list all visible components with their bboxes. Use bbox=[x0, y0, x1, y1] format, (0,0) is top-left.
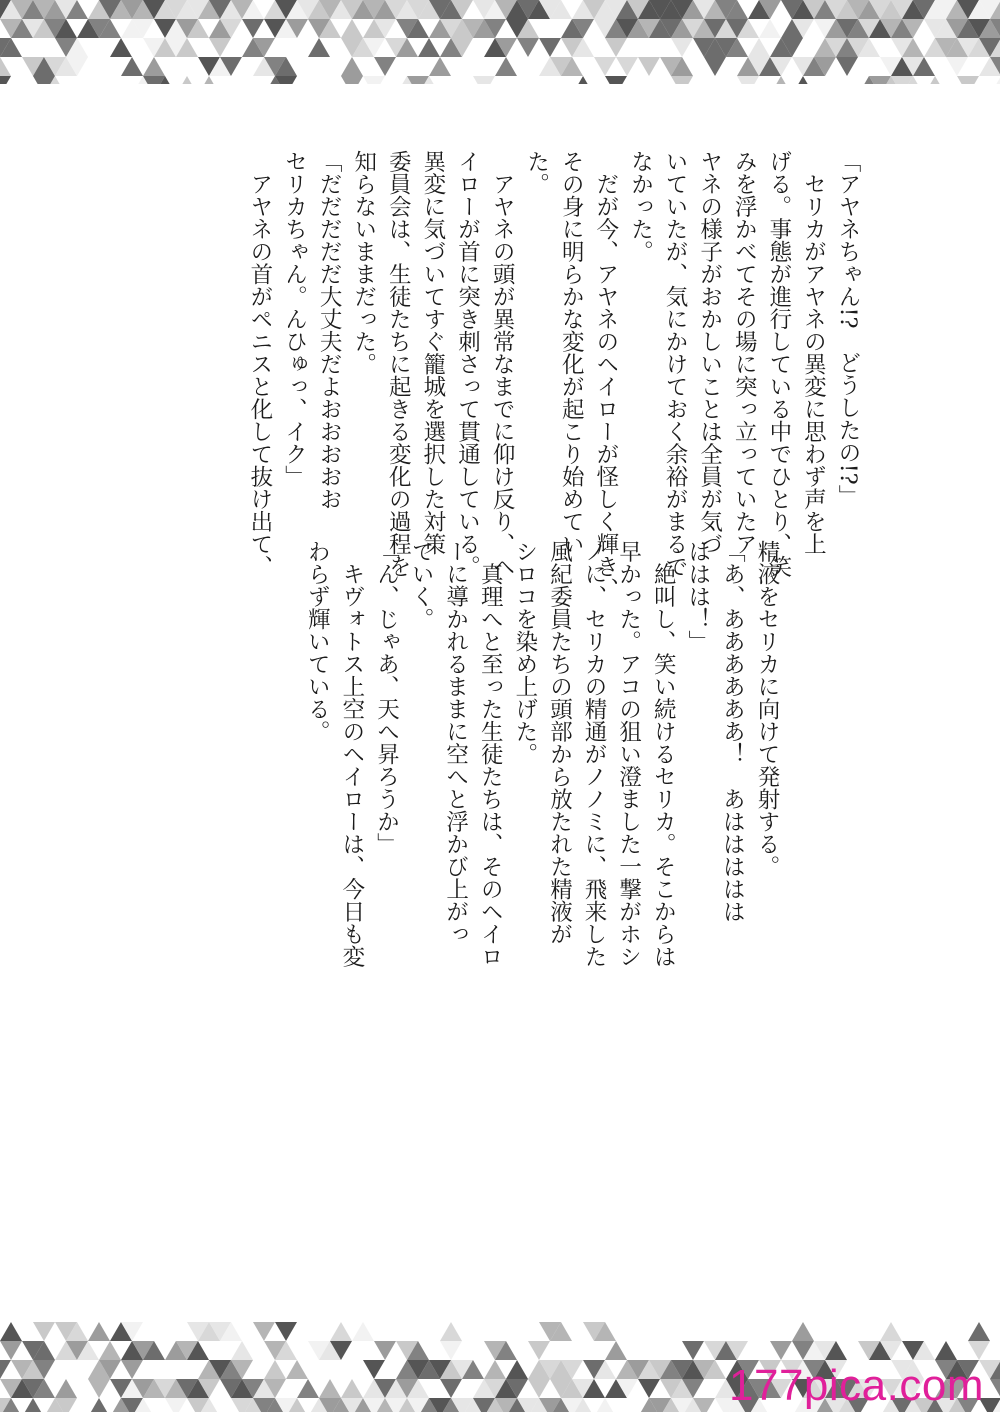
mosaic-triangle bbox=[143, 57, 165, 76]
mosaic-triangle bbox=[275, 1322, 297, 1341]
mosaic-triangle bbox=[594, 1398, 616, 1412]
mosaic-triangle bbox=[198, 76, 220, 84]
mosaic-triangle bbox=[0, 1341, 22, 1360]
text-line: セリカがアヤネの異変に思わず声を上 bbox=[800, 150, 827, 555]
mosaic-triangle bbox=[242, 19, 264, 38]
mosaic-triangle bbox=[506, 1360, 528, 1379]
mosaic-triangle bbox=[770, 76, 792, 84]
text-line: わらず輝いている。 bbox=[304, 540, 331, 743]
mosaic-triangle bbox=[308, 38, 330, 57]
mosaic-triangle bbox=[352, 1322, 374, 1341]
text-line: みを浮かべてその場に突っ立っていたア bbox=[731, 150, 758, 555]
mosaic-triangle bbox=[638, 57, 660, 76]
mosaic-triangle bbox=[341, 1379, 363, 1398]
mosaic-triangle bbox=[121, 1360, 143, 1379]
mosaic-triangle bbox=[374, 57, 396, 76]
mosaic-triangle bbox=[836, 57, 858, 76]
mosaic-triangle bbox=[528, 1341, 550, 1360]
mosaic-triangle bbox=[440, 1379, 462, 1398]
text-line: げる。事態が進行している中でひとり、笑 bbox=[765, 150, 792, 578]
mosaic-triangle bbox=[264, 1360, 286, 1379]
mosaic-triangle bbox=[704, 57, 726, 76]
text-line: イローが首に突き刺さって貫通している。 bbox=[454, 150, 481, 578]
mosaic-triangle bbox=[0, 1322, 22, 1341]
mosaic-triangle bbox=[429, 57, 451, 76]
mosaic-triangle bbox=[484, 1360, 506, 1379]
text-line: いていたが、気にかけておく余裕がまるで bbox=[662, 150, 689, 578]
mosaic-triangle bbox=[770, 1341, 792, 1360]
mosaic-triangle bbox=[968, 1322, 990, 1341]
mosaic-triangle bbox=[0, 76, 11, 84]
mosaic-triangle bbox=[957, 76, 979, 84]
mosaic-triangle bbox=[165, 1398, 187, 1412]
mosaic-triangle bbox=[363, 76, 385, 84]
mosaic-triangle bbox=[671, 76, 693, 84]
text-line: アヤネの頭が異常なまでに仰け反り、ヘ bbox=[489, 150, 516, 578]
mosaic-triangle bbox=[473, 76, 495, 84]
text-line: ーに導かれるままに空へと浮かび上がっ bbox=[442, 540, 469, 945]
mosaic-triangle bbox=[517, 38, 539, 57]
mosaic-triangle bbox=[121, 57, 143, 76]
mosaic-triangle bbox=[572, 76, 594, 84]
text-line: アヤネの首がペニスと化して抜け出て、 bbox=[246, 150, 273, 578]
mosaic-triangle bbox=[330, 1322, 352, 1341]
text-line: 絶叫し、笑い続けるセリカ。そこからは bbox=[650, 540, 677, 968]
text-line: セリカちゃん。んひゅっ、イク」 bbox=[281, 150, 308, 488]
mosaic-triangle bbox=[682, 1341, 704, 1360]
mosaic-triangle bbox=[671, 38, 693, 57]
mosaic-triangle bbox=[990, 76, 1000, 84]
text-line: ていく。 bbox=[408, 540, 435, 630]
text-line: 「アヤネちゃん!? どうしたの!?」 bbox=[835, 150, 861, 508]
mosaic-triangle bbox=[946, 57, 968, 76]
mosaic-triangle bbox=[594, 57, 616, 76]
mosaic-triangle bbox=[88, 1322, 110, 1341]
text-line: シロコを染め上げた。 bbox=[511, 540, 538, 765]
mosaic-triangle bbox=[605, 1341, 627, 1360]
mosaic-triangle bbox=[880, 1322, 902, 1341]
text-line: なかった。 bbox=[627, 150, 654, 263]
text-line: 風紀委員たちの頭部から放たれた精液が bbox=[546, 540, 573, 945]
text-line: 「だだだだだ大丈夫だよおおおおお bbox=[316, 150, 343, 510]
mosaic-triangle bbox=[253, 1322, 275, 1341]
text-line: ははは！」 bbox=[684, 540, 711, 653]
mosaic-triangle bbox=[33, 1322, 55, 1341]
text-line: ノに、セリカの精通がノノミに、飛来した bbox=[581, 540, 608, 968]
text-column-lower bbox=[300, 540, 784, 968]
mosaic-triangle bbox=[319, 1379, 341, 1398]
text-line: 異変に気づいてすぐ籠城を選択した対策 bbox=[419, 150, 446, 555]
mosaic-triangle bbox=[176, 76, 198, 84]
mosaic-triangle bbox=[968, 1341, 990, 1360]
mosaic-triangle bbox=[0, 1360, 11, 1379]
mosaic-triangle bbox=[341, 19, 363, 38]
mosaic-triangle bbox=[528, 1379, 550, 1398]
mosaic-triangle bbox=[924, 76, 946, 84]
text-line: 「ん、じゃあ、天へ昇ろうか」 bbox=[373, 540, 400, 855]
mosaic-triangle bbox=[792, 1322, 814, 1341]
mosaic-triangle bbox=[990, 1379, 1000, 1398]
mosaic-triangle bbox=[605, 76, 627, 84]
mosaic-triangle bbox=[363, 1360, 385, 1379]
mosaic-triangle bbox=[297, 1379, 319, 1398]
mosaic-triangle bbox=[341, 57, 363, 76]
mosaic-triangle bbox=[748, 38, 770, 57]
mosaic-triangle bbox=[231, 1341, 253, 1360]
text-line: キヴォトス上空のヘイローは、今日も変 bbox=[338, 540, 365, 968]
mosaic-triangle bbox=[341, 76, 363, 84]
text-line: ヤネの様子がおかしいことは全員が気づ bbox=[696, 150, 723, 555]
watermark-text: 177pica.com bbox=[729, 1361, 984, 1410]
mosaic-triangle bbox=[495, 57, 517, 76]
mosaic-triangle bbox=[286, 1360, 308, 1379]
mosaic-triangle bbox=[374, 1341, 396, 1360]
mosaic-triangle bbox=[935, 1341, 957, 1360]
mosaic-triangle bbox=[99, 1341, 121, 1360]
mosaic-triangle bbox=[110, 38, 132, 57]
text-line: 知らないままだった。 bbox=[350, 150, 377, 375]
mosaic-triangle bbox=[22, 1398, 44, 1412]
text-line: だが今、アヤネのヘイローが怪しく輝き、 bbox=[592, 150, 619, 600]
mosaic-triangle bbox=[440, 1341, 462, 1360]
text-line: 精液をセリカに向けて発射する。 bbox=[754, 540, 780, 878]
mosaic-triangle bbox=[418, 38, 440, 57]
mosaic-triangle bbox=[616, 57, 638, 76]
mosaic-triangle bbox=[209, 38, 231, 57]
text-line: その身に明らかな変化が起こり始めてい bbox=[558, 150, 585, 555]
text-line: 「あ、ああああああ！ あははははは bbox=[719, 540, 746, 923]
text-line: 真理へと至った生徒たちは、そのヘイロ bbox=[477, 540, 504, 968]
text-line: 委員会は、生徒たちに起きる変化の過程を bbox=[385, 150, 412, 578]
mosaic-triangle bbox=[440, 1322, 462, 1341]
text-line: た。 bbox=[523, 150, 550, 195]
text-line: 早かった。アコの狙い澄ました一撃がホシ bbox=[615, 540, 642, 968]
mosaic-triangle bbox=[638, 1379, 660, 1398]
mosaic-triangle bbox=[539, 38, 561, 57]
triangle-pattern-top bbox=[0, 0, 1000, 84]
mosaic-triangle bbox=[0, 57, 11, 76]
top-triangle-border bbox=[0, 0, 1000, 84]
mosaic-triangle bbox=[55, 1379, 77, 1398]
mosaic-triangle bbox=[737, 76, 759, 84]
mosaic-triangle bbox=[792, 76, 814, 84]
mosaic-triangle bbox=[88, 1379, 110, 1398]
mosaic-triangle bbox=[88, 1398, 110, 1412]
mosaic-triangle bbox=[759, 19, 781, 38]
mosaic-triangle bbox=[605, 38, 627, 57]
